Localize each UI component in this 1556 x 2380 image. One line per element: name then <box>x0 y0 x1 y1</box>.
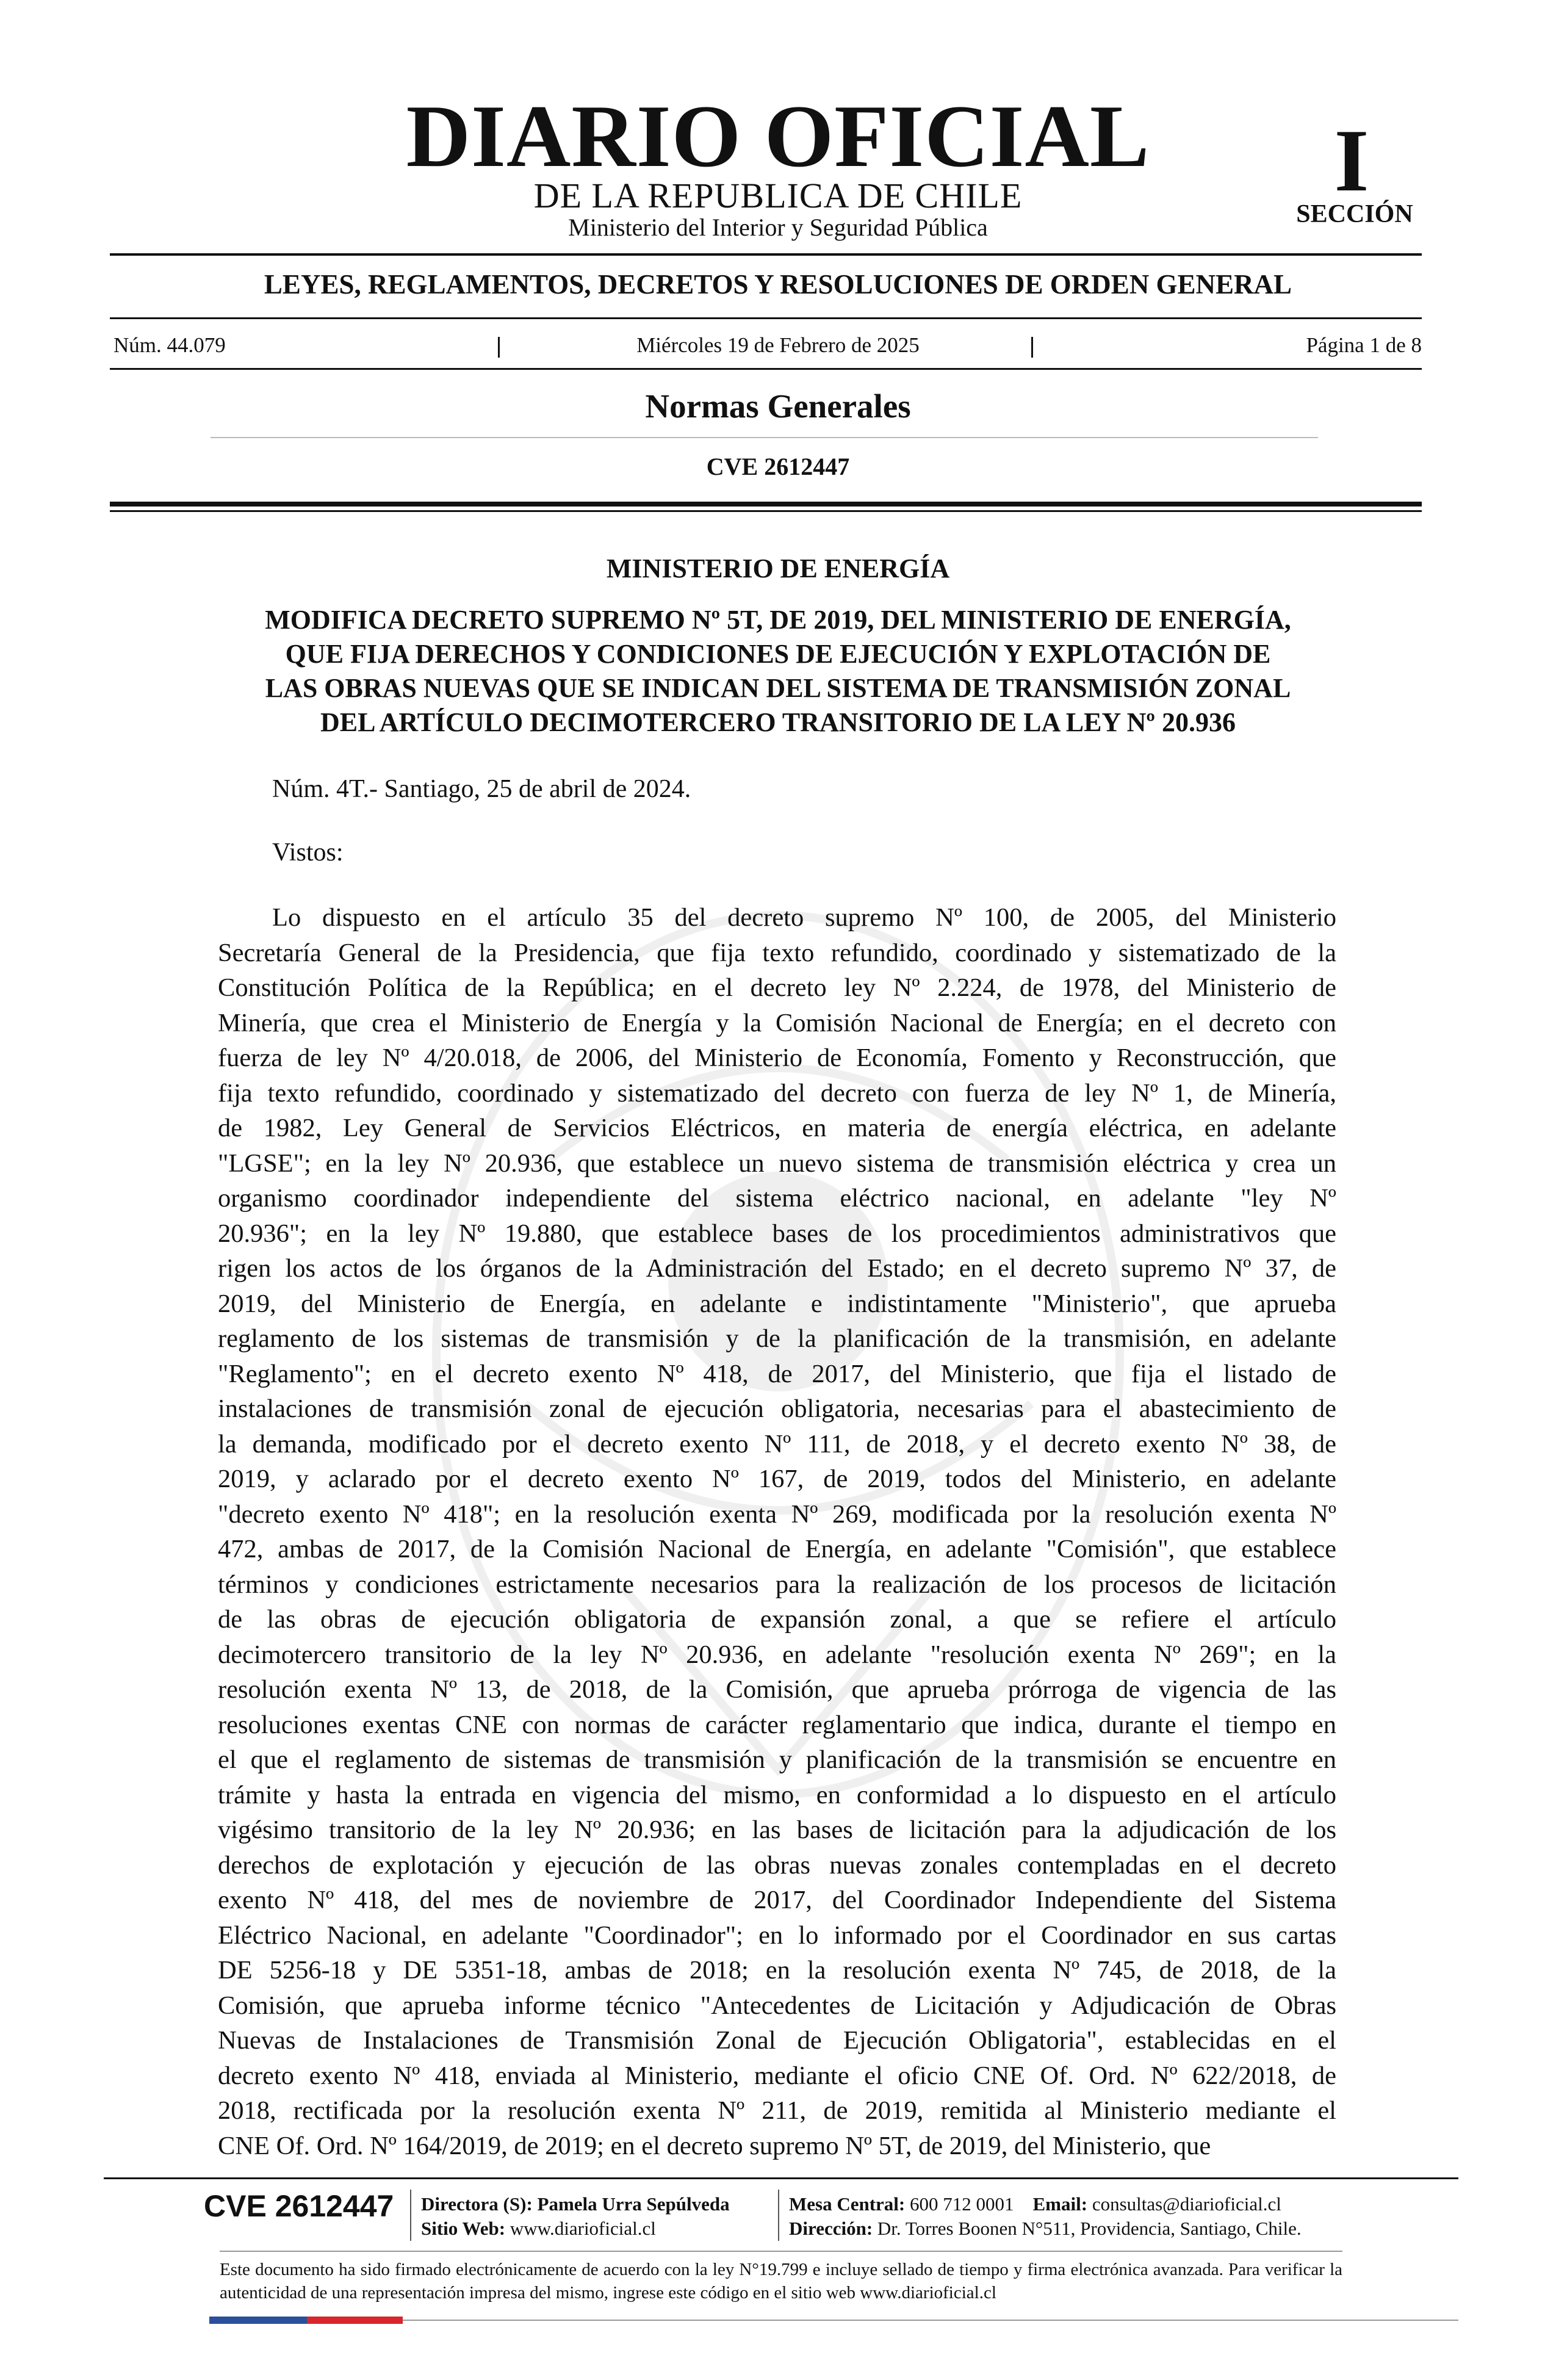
body-line: vigésimo transitorio de la ley Nº 20.936; en las bases de licitación para la adjudicación de los <box>218 1816 1336 1844</box>
body-line: exento Nº 418, del mes de noviembre de 2017, del Coordinador Independiente del Sistema <box>218 1886 1336 1914</box>
body-line: instalaciones de transmisión zonal de ejecución obligatoria, necesarias para el abastecimiento de <box>218 1394 1336 1423</box>
masthead-subtitle: DE LA REPUBLICA DE CHILE <box>533 176 1023 215</box>
body-line: Constitución Política de la República; en el decreto ley Nº 2.224, de 1978, del Ministerio de <box>218 973 1336 1002</box>
body-line: 2019, y aclarado por el decreto exento Nº 167, de 2019, todos del Ministerio, en adelante <box>218 1465 1336 1493</box>
body-line: "LGSE"; en la ley Nº 20.936, que establece un nuevo sistema de transmisión eléctrica y crea un <box>218 1149 1336 1178</box>
body-line: resolución exenta Nº 13, de 2018, de la Comisión, que aprueba prórroga de vigencia de las <box>218 1675 1336 1704</box>
address-value: Dr. Torres Boonen N°511, Providencia, Santiago, Chile. <box>877 2218 1302 2239</box>
body-line: términos y condiciones estrictamente necesarios para la realización de los procesos de licitación <box>218 1570 1336 1599</box>
body-line: organismo coordinador independiente del sistema eléctrico nacional, en adelante "ley Nº <box>218 1184 1336 1213</box>
body-line: Lo dispuesto en el artículo 35 del decreto supremo Nº 100, de 2005, del Ministerio <box>272 903 1336 932</box>
rule-top <box>110 253 1422 256</box>
body-line: decimotercero transitorio de la ley Nº 20.936, en adelante "resolución exenta Nº 269"; en la <box>218 1640 1336 1669</box>
address-label: Dirección: <box>789 2218 873 2239</box>
rule-category <box>110 317 1422 319</box>
body-line: reglamento de los sistemas de transmisión y de la planificación de la transmisión, en adelante <box>218 1324 1336 1353</box>
director-label: Directora (S): <box>421 2193 533 2215</box>
body-line: fija texto refundido, coordinado y sistematizado del decreto con fuerza de ley Nº 1, de Minería, <box>218 1078 1336 1108</box>
body-line: Secretaría General de la Presidencia, que fija texto refundido, coordinado y sistematizado de la <box>218 938 1336 967</box>
ministry-heading: MINISTERIO DE ENERGÍA <box>606 554 950 583</box>
section-label: SECCIÓN <box>1296 200 1413 228</box>
cve-code: CVE 2612447 <box>706 453 850 480</box>
decree-title-line: LAS OBRAS NUEVAS QUE SE INDICAN DEL SISTEMA DE TRANSMISIÓN ZONAL <box>265 673 1291 703</box>
phone-value: 600 712 0001 <box>910 2193 1014 2215</box>
masthead-title: DIARIO OFICIAL <box>406 87 1150 186</box>
footer-rule-bottom <box>403 2320 1458 2321</box>
body-line: 20.936"; en la ley Nº 19.880, que establece bases de los procedimientos administrativos que <box>218 1219 1336 1248</box>
body-line: "decreto exento Nº 418"; en la resolución exenta Nº 269, modificada por la resolución exenta Nº <box>218 1499 1336 1529</box>
body-line: 2018, rectificada por la resolución exenta Nº 211, de 2019, remitida al Ministerio mediante el <box>218 2096 1336 2125</box>
masthead-ministry-line: Ministerio del Interior y Seguridad Pública <box>568 214 988 241</box>
footer-cve-code: CVE 2612447 <box>204 2189 394 2223</box>
flag-stripe-blue <box>209 2317 307 2324</box>
section-roman-numeral: I <box>1334 111 1369 210</box>
body-line: trámite y hasta la entrada en vigencia del mismo, en conformidad a lo dispuesto en el artículo <box>218 1780 1336 1809</box>
body-line: Eléctrico Nacional, en adelante "Coordinador"; en lo informado por el Coordinador en sus cartas <box>218 1920 1336 1950</box>
body-line: 472, ambas de 2017, de la Comisión Nacional de Energía, en adelante "Comisión", que establece <box>218 1535 1336 1563</box>
category-heading: LEYES, REGLAMENTOS, DECRETOS Y RESOLUCIONES DE ORDEN GENERAL <box>264 269 1292 300</box>
body-line: resoluciones exentas CNE con normas de carácter reglamentario que indica, durante el tiempo en <box>218 1710 1336 1739</box>
footer-contact-left <box>421 2192 730 2241</box>
issue-date: Miércoles 19 de Febrero de 2025 <box>636 333 920 357</box>
flag-stripe-red <box>307 2317 403 2324</box>
rule-double-bottom <box>110 510 1422 512</box>
footer-disclaimer: Este documento ha sido firmado electrónicamente de acuerdo con la ley N°19.799 e incluye sellado de tiempo y firma electrónica avanzada. Para verificar la autenticidad de una representación impresa del mismo, ingrese este código en el sitio web www.diarioficial.cl <box>220 2260 1342 2302</box>
issue-number: Núm. 44.079 <box>113 333 226 357</box>
footer-rule-top <box>104 2177 1458 2179</box>
body-line: de las obras de ejecución obligatoria de expansión zonal, a que se refiere el artículo <box>218 1605 1336 1634</box>
footer-contact-right <box>789 2192 1302 2241</box>
web-label: Sitio Web: <box>421 2218 506 2239</box>
decree-title-line: MODIFICA DECRETO SUPREMO Nº 5T, DE 2019, DEL MINISTERIO DE ENERGÍA, <box>265 605 1291 635</box>
body-line: de 1982, Ley General de Servicios Eléctricos, en materia de energía eléctrica, en adelante <box>218 1114 1336 1142</box>
email-label: Email: <box>1032 2193 1088 2215</box>
body-line: derechos de explotación y ejecución de las obras nuevas zonales contempladas en el decreto <box>218 1850 1336 1880</box>
issue-page: Página 1 de 8 <box>1306 333 1422 357</box>
director-value: Pamela Urra Sepúlveda <box>537 2193 730 2215</box>
body-paragraph <box>218 900 1336 2163</box>
body-line: rigen los actos de los órganos de la Administración del Estado; en el decreto supremo Nº 37, de <box>218 1254 1336 1283</box>
body-line: DE 5256-18 y DE 5351-18, ambas de 2018; en la resolución exenta Nº 745, de 2018, de la <box>218 1956 1336 1985</box>
body-line: Nuevas de Instalaciones de Transmisión Zonal de Ejecución Obligatoria", establecidas en el <box>218 2026 1336 2055</box>
rule-double-top <box>110 502 1422 507</box>
body-line: decreto exento Nº 418, enviada al Ministerio, mediante el oficio CNE Of. Ord. Nº 622/2018, de <box>218 2061 1336 2090</box>
web-value[interactable]: www.diarioficial.cl <box>510 2218 656 2239</box>
body-line: "Reglamento"; en el decreto exento Nº 418, de 2017, del Ministerio, que fija el listado de <box>218 1359 1336 1388</box>
footer-separator <box>410 2190 411 2241</box>
decree-title <box>195 603 1361 740</box>
body-line: fuerza de ley Nº 4/20.018, de 2006, del Ministerio de Economía, Fomento y Reconstrucción, que <box>218 1044 1336 1072</box>
body-line: 2019, del Ministerio de Energía, en adelante e indistintamente "Ministerio", que aprueba <box>218 1289 1336 1318</box>
decree-dateline: Núm. 4T.- Santiago, 25 de abril de 2024. <box>272 775 691 803</box>
body-line: CNE Of. Ord. Nº 164/2019, de 2019; en el decreto supremo Nº 5T, de 2019, del Ministerio, que <box>218 2131 1211 2160</box>
footer-separator <box>778 2190 779 2241</box>
rule-issue <box>110 368 1422 370</box>
decree-title-line: DEL ARTÍCULO DECIMOTERCERO TRANSITORIO DE LA LEY Nº 20.936 <box>320 707 1236 737</box>
rule-section <box>211 437 1318 438</box>
footer-rule-mid <box>220 2251 1342 2252</box>
vistos-heading: Vistos: <box>272 838 344 867</box>
phone-label: Mesa Central: <box>789 2193 906 2215</box>
body-line: Comisión, que aprueba informe técnico "Antecedentes de Licitación y Adjudicación de Obras <box>218 1991 1336 2020</box>
email-value[interactable]: consultas@diarioficial.cl <box>1092 2193 1281 2215</box>
decree-title-line: QUE FIJA DERECHOS Y CONDICIONES DE EJECUCIÓN Y EXPLOTACIÓN DE <box>285 639 1271 669</box>
issue-separator <box>1031 337 1033 358</box>
section-title: Normas Generales <box>645 388 911 425</box>
body-line: la demanda, modificado por el decreto exento Nº 111, de 2018, y el decreto exento Nº 38, de <box>218 1429 1336 1459</box>
body-line: Minería, que crea el Ministerio de Energía y la Comisión Nacional de Energía; en el decreto con <box>218 1008 1336 1037</box>
body-line: el que el reglamento de sistemas de transmisión y planificación de la transmisión se encuentre en <box>218 1745 1336 1774</box>
